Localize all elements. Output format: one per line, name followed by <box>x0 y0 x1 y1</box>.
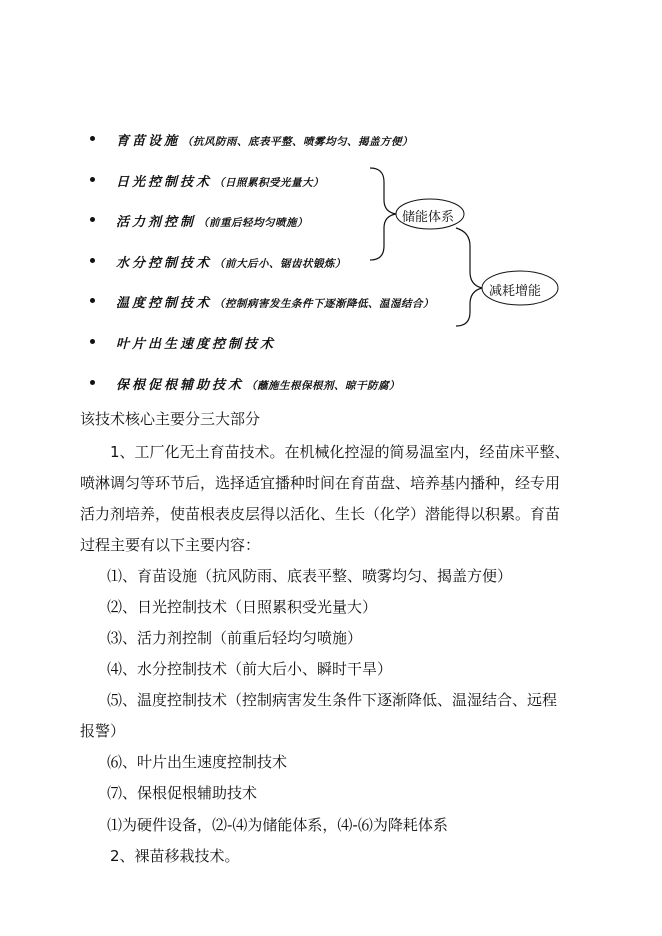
bullet-dot <box>90 217 95 222</box>
list-item-4: ⑷、水分控制技术（前大后小、瞬时干旱） <box>107 660 393 678</box>
bullet-dot <box>90 177 95 182</box>
list-item-6: ⑹、叶片出生速度控制技术 <box>107 753 288 771</box>
paragraph-2: 2、裸苗移栽技术。 <box>110 847 240 865</box>
paragraph-1-line-2: 喷淋调匀等环节后，选择适宜播种时间在育苗盘、培养基内播种，经专用 <box>80 474 561 492</box>
bullet-dot <box>90 136 95 141</box>
bullet-dot <box>90 380 95 385</box>
bullet-item-3-head: 活力剂控制 （前重后轻均匀喷施） <box>116 215 309 230</box>
bullet-dot <box>90 258 95 263</box>
storage-system-label: 储能体系 <box>402 210 455 225</box>
list-item-5-line-1: ⑸、温度控制技术（控制病害发生条件下逐渐降低、温湿结合、远程 <box>107 691 558 709</box>
bullet-item-5-note: （控制病害发生条件下逐渐降低、温湿结合） <box>214 298 435 310</box>
bullet-item-4-note: （前大后小、锯齿状锻炼） <box>214 258 347 270</box>
paragraph-1-line-4: 过程主要有以下主要内容： <box>80 536 261 554</box>
reduce-brace <box>456 228 482 326</box>
list-item-1: ⑴、育苗设施（抗风防雨、底表平整、喷雾均匀、揭盖方便） <box>107 567 513 585</box>
bullet-item-7-note: （蘸施生根保根剂、晾干防腐） <box>246 380 401 392</box>
summary-line: ⑴为硬件设备，⑵-⑷为储能体系，⑷-⑹为降耗体系 <box>107 816 448 834</box>
bullet-item-4-head: 水分控制技术 （前大后小、锯齿状锻炼） <box>116 256 347 271</box>
list-item-3: ⑶、活力剂控制（前重后轻均匀喷施） <box>107 629 363 647</box>
bullet-item-2-note: （日照累积受光量大） <box>214 177 325 189</box>
bullet-item-1-note: （抗风防雨、底表平整、喷雾均匀、揭盖方便） <box>182 136 414 148</box>
paragraph-1-line-3: 活力剂培养，使苗根表皮层得以活化、生长（化学）潜能得以积累。育苗 <box>80 505 561 523</box>
bullet-dot <box>90 298 95 303</box>
bullet-item-5-head: 温度控制技术 （控制病害发生条件下逐渐降低、温湿结合） <box>116 296 435 311</box>
section-title: 该技术核心主要分三大部分 <box>80 410 261 428</box>
paragraph-1-line-1: 1、工厂化无土育苗技术。在机械化控湿的简易温室内，经苗床平整、 <box>110 443 570 461</box>
list-item-7: ⑺、保根促根辅助技术 <box>107 784 258 802</box>
bullet-item-1-head: 育苗设施 （抗风防雨、底表平整、喷雾均匀、揭盖方便） <box>116 134 414 149</box>
bullet-dot <box>90 339 95 344</box>
list-item-5-line-2: 报警） <box>80 722 126 740</box>
bullet-item-2-head: 日光控制技术 （日照累积受光量大） <box>116 175 325 190</box>
bullet-item-3-note: （前重后轻均匀喷施） <box>198 217 309 229</box>
reduce-consumption-label: 减耗增能 <box>489 284 542 299</box>
bullet-item-7-head: 保根促根辅助技术 （蘸施生根保根剂、晾干防腐） <box>116 378 401 393</box>
storage-brace <box>370 168 396 260</box>
list-item-2: ⑵、日光控制技术（日照累积受光量大） <box>107 598 378 616</box>
bullet-item-6-head: 叶片出生速度控制技术 <box>116 337 277 352</box>
